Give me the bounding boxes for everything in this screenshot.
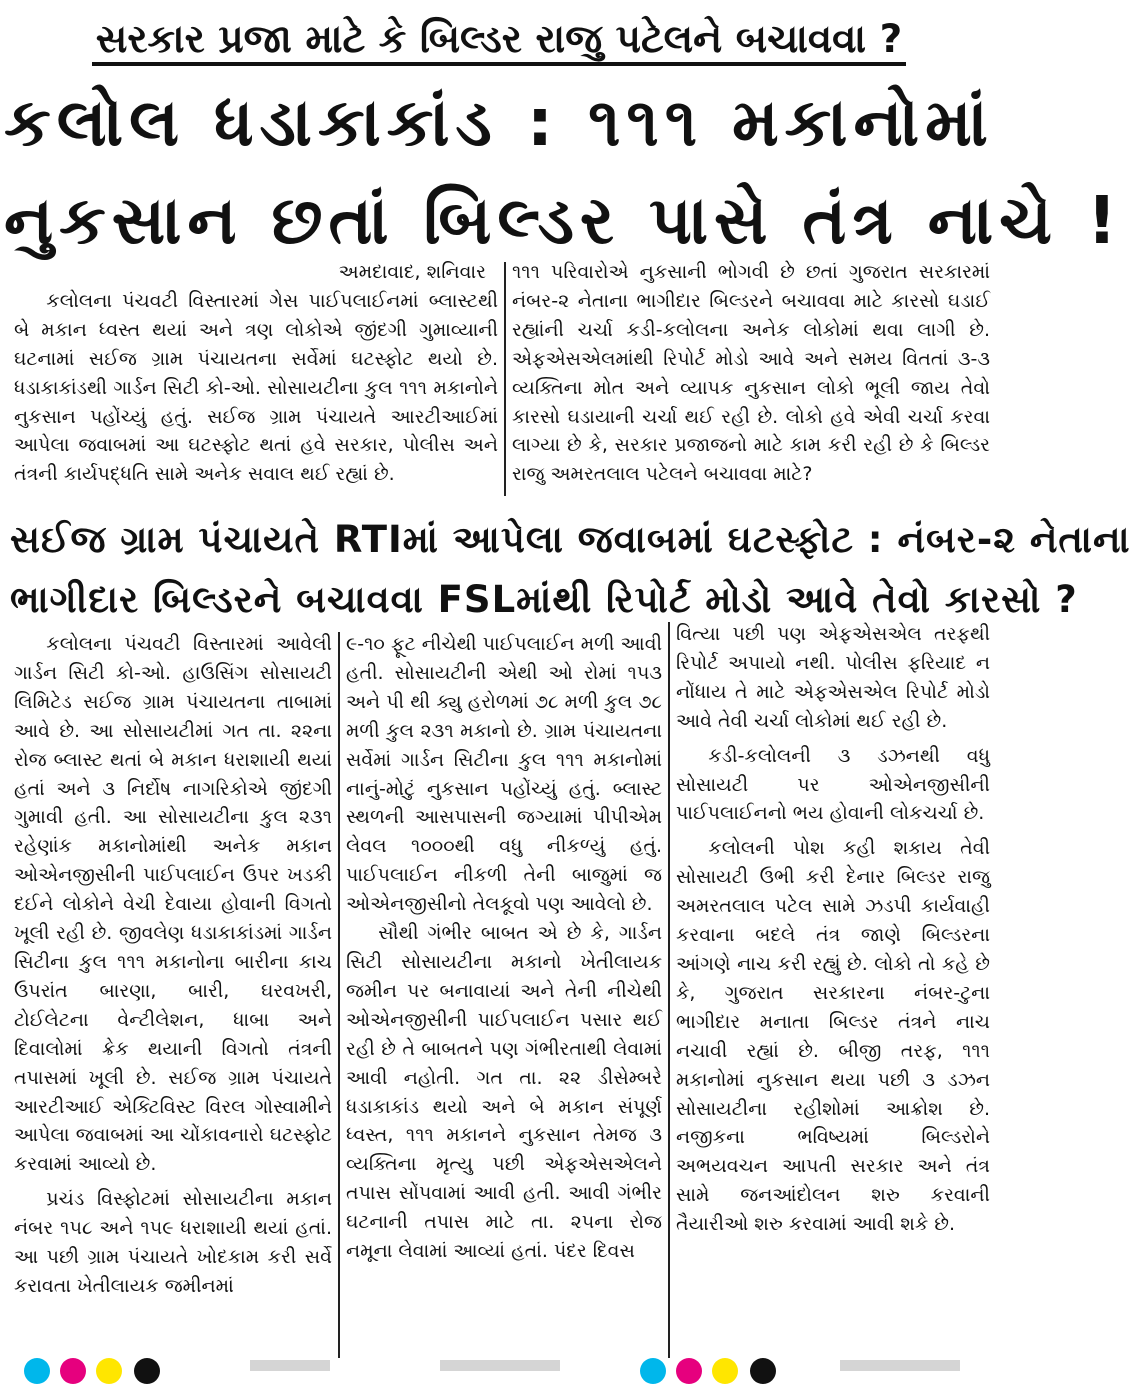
column-divider <box>504 262 506 496</box>
body-paragraph: સૌથી ગંભીર બાબત એ છે કે, ગાર્ડન સિટી સોસાયટીના મકાનો ખેતીલાયક જમીન પર બનાવાયાં અને તેની નીચેથી ઓએનજીસીની પાઈપલાઈન પસાર થઈ રહી છે તે બાબતને પણ ગંભીરતાથી લેવામાં આવી નહોતી. ગત તા. ૨૨ ડીસેમ્બરે ધડાકાકાંડ થયો અને બે મકાન સંપૂર્ણ ધ્વસ્ત, ૧૧૧ મકાનને નુકસાન તેમજ ૩ વ્યક્તિના મૃત્યુ પછી એફએસએલને તપાસ સોંપવામાં આવી હતી. આવી ગંભીર ઘટનાની તપાસ માટે તા. ૨૫ના રોજ નમૂના લેવામાં આવ્યાં હતાં. પંદર દિવસ <box>346 922 662 1263</box>
main-headline-line-1: કલોલ ધડાકાકાંડ : ૧૧૧ મકાનોમાં <box>4 84 994 161</box>
magenta-registration-dot <box>60 1358 86 1384</box>
magenta-registration-dot <box>676 1358 702 1384</box>
body-paragraph: કડી-કલોલની ૩ ડઝનથી વધુ સોસાયટી પર ઓએનજીસીની પાઈપલાઈનનો ભય હોવાની લોકચર્ચા છે. <box>676 744 990 825</box>
cyan-registration-dot <box>640 1358 666 1384</box>
intro-column-left <box>14 258 498 498</box>
body-paragraph: પ્રચંડ વિસ્ફોટમાં સોસાયટીના મકાન નંબર ૧૫૮ અને ૧૫૯ ધરાશાયી થયાં હતાં. આ પછી ગ્રામ પંચાયતે ખોદકામ કરી સર્વે કરાવતા ખેતીલાયક જમીનમાં <box>14 1188 332 1297</box>
column-divider <box>338 632 340 1358</box>
grey-print-bar <box>250 1360 330 1371</box>
kicker-headline <box>40 12 958 72</box>
body-column-1 <box>14 630 332 1360</box>
column-divider <box>668 622 670 1358</box>
subheadline-line-2: ભાગીદાર બિલ્ડરને બચાવવા FSLમાંથી રિપોર્ટ મોડો આવે તેવો કારસો ? <box>10 578 1078 621</box>
intro-column-right <box>512 258 990 498</box>
cyan-registration-dot <box>24 1358 50 1384</box>
main-headline-line-2: નુકસાન છતાં બિલ્ડર પાસે તંત્ર નાચે ! <box>4 182 1124 259</box>
body-paragraph: ૯-૧૦ ફૂટ નીચેથી પાઈપલાઈન મળી આવી હતી. સોસાયટીની એથી ઓ રોમાં ૧૫૩ અને પી થી ક્યુ હરોળમાં ૭૮ મળી કુલ ૭૮ મળી કુલ ૨૩૧ મકાનો છે. ગ્રામ પંચાયતના સર્વેમાં ગાર્ડન સિટીના કુલ ૧૧૧ મકાનોમાં નાનું-મોટું નુકસાન પહોંચ્યું હતું. બ્લાસ્ટ સ્થળની આસપાસની જગ્યામાં પીપીએમ લેવલ ૧૦૦૦થી વધુ નીકળ્યું હતું. પાઈપલાઈન નીકળી તેની બાજુમાં જ ઓએનજીસીનો તેલકૂવો પણ આવેલો છે. <box>346 633 662 916</box>
subheadline-line-1: સઈજ ગ્રામ પંચાયતે RTIમાં આપેલા જવાબમાં ઘટસ્ફોટ : નંબર-૨ નેતાના <box>10 518 1131 561</box>
grey-print-bar <box>840 1360 960 1371</box>
body-column-3 <box>676 620 990 1360</box>
black-registration-dot <box>750 1358 776 1384</box>
body-paragraph: વિત્યા પછી પણ એફએસએલ તરફથી રિપોર્ટ અપાયો નથી. પોલીસ ફરિયાદ ન નોંધાય તે માટે એફએસએલ રિપોર્ટ મોડો આવે તેવી ચર્ચા લોકોમાં થઈ રહી છે. <box>676 623 990 732</box>
yellow-registration-dot <box>96 1358 122 1384</box>
grey-print-bar <box>440 1360 560 1371</box>
intro-paragraph-right: ૧૧૧ પરિવારોએ નુકસાની ભોગવી છે છતાં ગુજરાત સરકારમાં નંબર-૨ નેતાના ભાગીદાર બિલ્ડરને બચાવવા માટે કારસો ઘડાઈ રહ્યાંની ચર્ચા કડી-કલોલના અનેક લોકોમાં થવા લાગી છે. એફએસએલમાંથી રિપોર્ટ મોડો આવે અને સમય વિતતાં ૩-૩ વ્યક્તિના મોત અને વ્યાપક નુકસાન લોકો ભૂલી જાય તેવો કારસો ઘડાયાની ચર્ચા થઈ રહી છે. લોકો હવે એવી ચર્ચા કરવા લાગ્યા છે કે, સરકાર પ્રજાજનો માટે કામ કરી રહી છે કે બિલ્ડર રાજુ અમરતલાલ પટેલને બચાવવા માટે? <box>512 261 990 486</box>
kicker-text: સરકાર પ્રજા માટે કે બિલ્ડર રાજુ પટેલને બચાવવા ? <box>92 17 906 66</box>
print-registration-marks <box>0 1358 998 1371</box>
dateline: અમદાવાદ, શનિવાર <box>338 261 486 283</box>
body-paragraph: કલોલની પોશ કહી શકાય તેવી સોસાયટી ઉભી કરી દેનાર બિલ્ડર રાજુ અમરતલાલ પટેલ સામે ઝડપી કાર્યવાહી કરવાના બદલે તંત્ર જાણે બિલ્ડરના આંગણે નાચ કરી રહ્યું છે. લોકો તો કહે છે કે, ગુજરાત સરકારના નંબર-ટુના ભાગીદાર મનાતા બિલ્ડર તંત્રને નાચ નચાવી રહ્યાં છે. બીજી તરફ, ૧૧૧ મકાનોમાં નુકસાન થયા પછી ૩ ડઝન સોસાયટીના રહીશોમાં આક્રોશ છે. નજીકના ભવિષ્યમાં બિલ્ડરોને અભયવચન આપતી સરકાર અને તંત્ર સામે જનઆંદોલન શરુ કરવાની તૈયારીઓ શરુ કરવામાં આવી શકે છે. <box>676 837 990 1236</box>
black-registration-dot <box>134 1358 160 1384</box>
intro-paragraph-left: કલોલના પંચવટી વિસ્તારમાં ગેસ પાઈપલાઈનમાં બ્લાસ્ટથી બે મકાન ધ્વસ્ત થયાં અને ત્રણ લોકોએ જીંદગી ગુમાવ્યાની ઘટનામાં સઈજ ગ્રામ પંચાયતના સર્વેમાં ઘટસ્ફોટ થયો છે. ધડાકાકાંડથી ગાર્ડન સિટી કો-ઓ. સોસાયટીના કુલ ૧૧૧ મકાનોને નુકસાન પહોંચ્યું હતું. સઈજ ગ્રામ પંચાયતે આરટીઆઈમાં આપેલા જવાબમાં આ ઘટસ્ફોટ થતાં હવે સરકાર, પોલીસ અને તંત્રની કાર્યપદ્ધતિ સામે અનેક સવાલ થઈ રહ્યાં છે. <box>14 289 498 486</box>
body-paragraph: કલોલના પંચવટી વિસ્તારમાં આવેલી ગાર્ડન સિટી કો-ઓ. હાઉસિંગ સોસાયટી લિમિટેડ સઈજ ગ્રામ પંચાયતના તાબામાં આવે છે. આ સોસાયટીમાં ગત તા. ૨૨ના રોજ બ્લાસ્ટ થતાં બે મકાન ધરાશાયી થયાં હતાં અને ૩ નિર્દોષ નાગરિકોએ જીંદગી ગુમાવી હતી. આ સોસાયટીના કુલ ૨૩૧ રહેણાંક મકાનોમાંથી અનેક મકાન ઓએનજીસીની પાઈપલાઈન ઉપર ખડકી દઈને લોકોને વેચી દેવાયા હોવાની વિગતો ખૂલી રહી છે. જીવલેણ ધડાકાકાંડમાં ગાર્ડન સિટીના કુલ ૧૧૧ મકાનોના બારીના કાચ ઉપરાંત બારણા, બારી, ઘરવખરી, ટોઈલેટના વેન્ટીલેશન, ધાબા અને દિવાલોમાં ક્રેક થયાની વિગતો તંત્રની તપાસમાં ખૂલી છે. સઈજ ગ્રામ પંચાયતે આરટીઆઈ એક્ટિવિસ્ટ વિરલ ગોસ્વામીને આપેલા જવાબમાં આ ચોંકાવનારો ઘટસ્ફોટ કરવામાં આવ્યો છે. <box>14 633 332 1176</box>
yellow-registration-dot <box>712 1358 738 1384</box>
body-column-2 <box>346 630 662 1360</box>
